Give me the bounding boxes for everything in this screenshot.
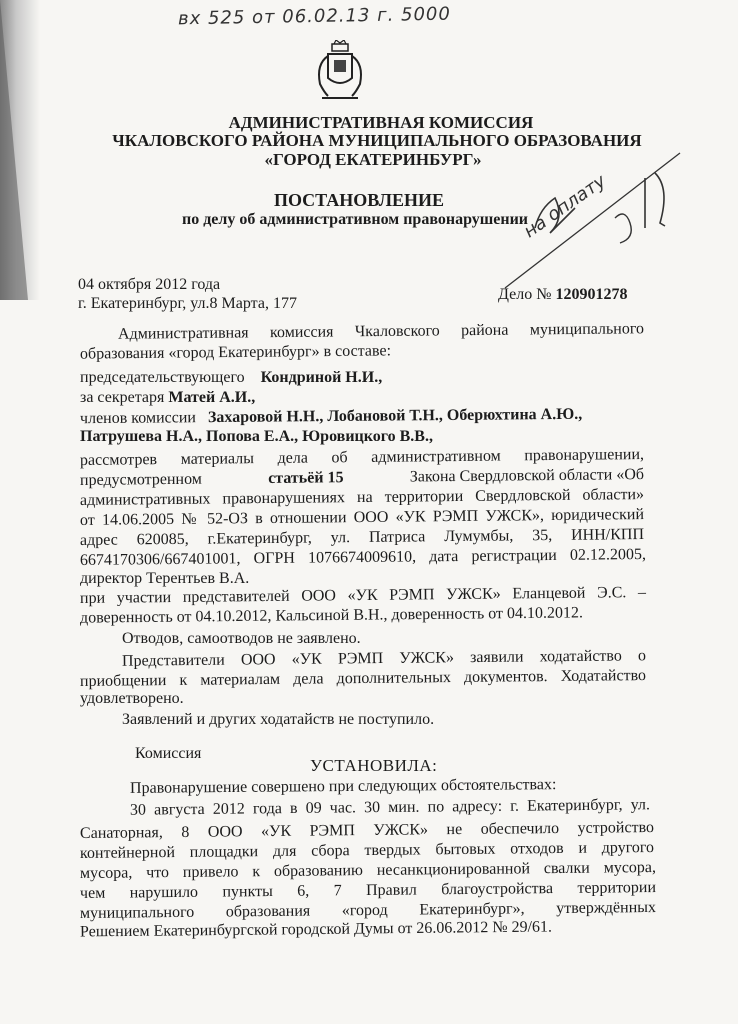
body-line: рассмотрев материалы дела об административном правонарушении,	[79, 446, 645, 469]
members-names-cont: Патрушева Н.А., Попова Е.А., Юровицкого В.В.,	[80, 428, 433, 445]
article-post: Закона Свердловской области «Об	[409, 466, 645, 486]
body-line: директор Терентьев В.А.	[80, 570, 250, 587]
body-line: Заявлений и других ходатайств не поступило.	[122, 711, 435, 728]
document-place: г. Екатеринбург, ул.8 Марта, 177	[78, 295, 297, 312]
handwritten-note: вх 525 от 06.02.13 г. 5000	[177, 3, 452, 30]
body-line: при участии представителей ООО «УК РЭМП УЖСК» Еланцевой Э.С. –	[79, 584, 647, 607]
document-date: 04 октября 2012 года	[78, 276, 221, 293]
body-line	[80, 389, 255, 407]
body-line	[80, 406, 582, 428]
header-line-2: ЧКАЛОВСКОГО РАЙОНА МУНИЦИПАЛЬНОГО ОБРАЗОВАНИЯ	[112, 131, 642, 150]
commission-label: Комиссия	[135, 745, 202, 762]
body-line: 6674170306/667401001, ОГРН 1076674009610, дата регистрации 02.12.2005,	[79, 546, 647, 569]
document-subtitle: по делу об административном правонарушении	[181, 211, 529, 228]
document-title: ПОСТАНОВЛЕНИЕ	[273, 190, 445, 210]
case-number: 120901278	[555, 286, 628, 303]
body-line: Административная комиссия Чкаловского района муниципального	[117, 320, 645, 343]
signature-note: на оплату	[520, 170, 610, 243]
body-line: приобщении к материалам дела дополнительных документов. Ходатайство	[79, 667, 647, 690]
secretary-name: Матей А.И.,	[168, 389, 256, 406]
header-line-3: «ГОРОД ЕКАТЕРИНБУРГ»	[264, 150, 482, 169]
body-line: Решением Екатеринбургской городской Думы от 26.06.2012 № 29/61.	[79, 918, 553, 941]
body-line: контейнерной площадки для сбора твердых бытовых отходов и другого	[79, 838, 655, 863]
body-line: административных правонарушениях на территории Свердловской области»	[79, 486, 645, 509]
body-line: мусора, что привело к образованию несанкционированной свалки мусора,	[79, 858, 657, 883]
body-line: Правонарушение совершено при следующих обстоятельствах:	[129, 776, 557, 797]
body-line: 30 августа 2012 года в 09 час. 30 мин. по адресу: г. Екатеринбург, ул.	[129, 796, 651, 819]
article-pre: предусмотренном	[79, 470, 202, 489]
body-line: чем нарушило пункты 6, 7 Правил благоустройства территории	[79, 878, 657, 903]
body-line: от 14.06.2005 № 52-ОЗ в отношении ООО «УК РЭМП УЖСК», юридический	[79, 506, 645, 529]
body-line: Отводов, самоотводов не заявлено.	[122, 630, 361, 647]
body-line: Санаторная, 8 ООО «УК РЭМП УЖСК» не обеспечило устройство	[79, 818, 655, 843]
case-number-line	[498, 286, 627, 304]
body-line: Представители ООО «УК РЭМП УЖСК» заявили ходатайство о	[121, 647, 647, 670]
established-heading: УСТАНОВИЛА:	[310, 756, 438, 775]
body-line: образования «город Екатеринбург» в составе:	[79, 342, 392, 363]
chair-name: Кондриной Н.И.,	[260, 369, 383, 386]
body-line: доверенность от 04.10.2012, Кальсиной В.Н., доверенность от 04.10.2012.	[79, 604, 584, 627]
chair-label: председательствующего	[80, 369, 245, 386]
coat-of-arms-icon	[312, 40, 368, 100]
header-line-1: АДМИНИСТРАТИВНАЯ КОМИССИЯ	[228, 113, 534, 132]
body-line	[80, 369, 382, 387]
members-names: Захаровой Н.Н., Лобановой Т.Н., Оберюхтина А.Ю.,	[207, 405, 583, 427]
case-label: Дело №	[498, 286, 552, 303]
body-line: адрес 620085, г.Екатеринбург, ул. Патриса Лумумбы, 35, ИНН/КПП	[79, 526, 645, 549]
body-line: удовлетворено.	[80, 690, 184, 707]
members-label: членов комиссии	[79, 409, 196, 428]
body-line: муниципального образования «город Екатеринбург», утверждённых	[79, 898, 657, 923]
article-ref: статьёй 15	[268, 469, 344, 487]
body-line	[80, 428, 433, 446]
secretary-label: за секретаря	[80, 389, 165, 406]
